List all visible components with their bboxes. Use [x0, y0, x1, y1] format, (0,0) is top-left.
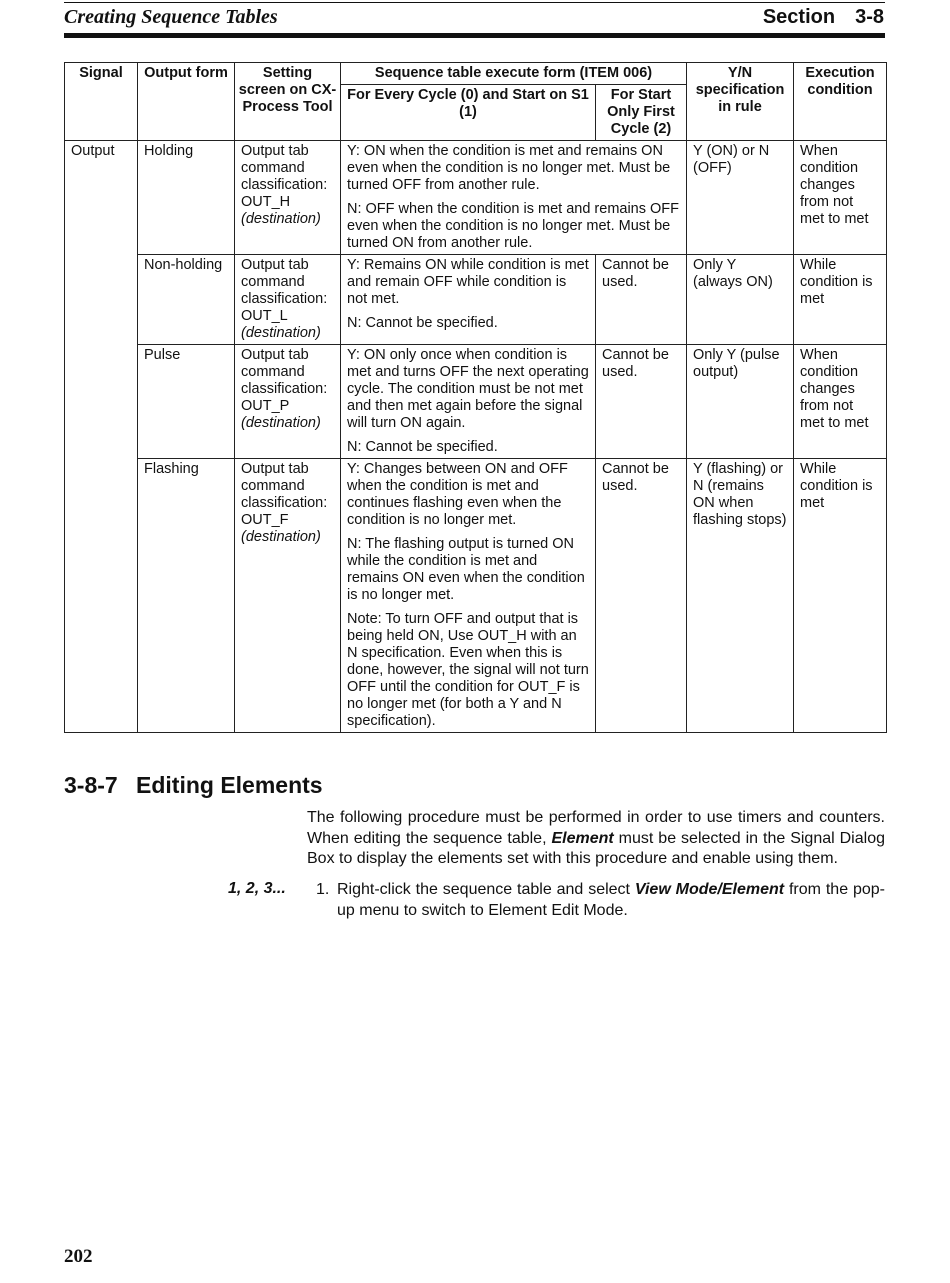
- header-yn-spec: Y/N specification in rule: [687, 63, 794, 141]
- subsection-heading: [64, 772, 323, 799]
- start-only-cell: Cannot be used.: [596, 345, 687, 459]
- header-top-rule: [64, 2, 885, 3]
- exec-condition-cell: When condition changes from not met to met: [794, 345, 887, 459]
- yn-cell: Only Y (always ON): [687, 255, 794, 345]
- exec-condition-cell: While condition is met: [794, 255, 887, 345]
- execute-form-cell: [341, 345, 596, 459]
- header-every-cycle: For Every Cycle (0) and Start on S1 (1): [341, 85, 596, 141]
- yn-cell: Y (ON) or N (OFF): [687, 141, 794, 255]
- table-row: [65, 255, 887, 345]
- header-exec-condition: Execution condition: [794, 63, 887, 141]
- desc-paragraph: N: The flashing output is turned ON while the condition is met and remains ON even when the condition is no longer met.: [347, 536, 585, 603]
- header-output-form: Output form: [138, 63, 235, 141]
- subsection-number: 3-8-7: [64, 772, 118, 798]
- step-text: [337, 880, 885, 921]
- execute-form-cell: [341, 459, 596, 733]
- intro-paragraph: [307, 808, 885, 870]
- output-form-cell: Pulse: [138, 345, 235, 459]
- section-heading: [763, 6, 884, 29]
- desc-note: Note: To turn OFF and output that is being held ON, Use OUT_H with an N specification. Even when this is done, however, the signal will not turn OFF until the condition for OUT_F is no longer met (for both a Y and N specification).: [347, 611, 589, 729]
- destination-text: (destination): [241, 211, 321, 227]
- table-row: [65, 345, 887, 459]
- setting-text: Output tab command classification: OUT_P: [241, 347, 328, 414]
- setting-text: Output tab command classification: OUT_F: [241, 461, 328, 528]
- setting-cell: [235, 345, 341, 459]
- desc-paragraph: N: Cannot be specified.: [347, 315, 498, 331]
- step-text-part: Right-click the sequence table and select: [337, 881, 635, 898]
- subsection-title: Editing Elements: [136, 772, 323, 798]
- output-form-cell: Holding: [138, 141, 235, 255]
- output-form-cell: Flashing: [138, 459, 235, 733]
- header-execute-form: Sequence table execute form (ITEM 006): [341, 63, 687, 85]
- exec-condition-cell: While condition is met: [794, 459, 887, 733]
- signal-cell: Output: [65, 141, 138, 733]
- setting-cell: [235, 141, 341, 255]
- desc-paragraph: Y: Remains ON while condition is met and remain OFF while condition is not met.: [347, 257, 589, 307]
- steps-label: 1, 2, 3...: [228, 880, 286, 897]
- setting-text: Output tab command classification: OUT_L: [241, 257, 328, 324]
- step-text-part: from the pop-up menu to switch to Element Edit Mode.: [337, 881, 886, 919]
- setting-text: Output tab command classification: OUT_H: [241, 143, 328, 210]
- destination-text: (destination): [241, 415, 321, 431]
- desc-paragraph: Y: Changes between ON and OFF when the condition is met and continues flashing even when the condition is no longer met.: [347, 461, 568, 528]
- section-number: 3-8: [855, 6, 884, 28]
- output-form-table: [64, 62, 887, 733]
- desc-paragraph: N: OFF when the condition is met and remains OFF even when the condition is no longer met. Must be turned ON from another rule.: [347, 201, 680, 251]
- view-mode-term: View Mode/Element: [634, 881, 785, 898]
- start-only-cell: Cannot be used.: [596, 459, 687, 733]
- setting-cell: [235, 255, 341, 345]
- header-bottom-rule: [64, 33, 885, 38]
- header-setting-screen: Setting screen on CX-Process Tool: [235, 63, 341, 141]
- page-number: 202: [64, 1246, 93, 1267]
- desc-paragraph: Y: ON when the condition is met and remains ON even when the condition is no longer met. Must be turned OFF from another rule.: [347, 143, 671, 193]
- execute-form-cell: [341, 255, 596, 345]
- desc-paragraph: N: Cannot be specified.: [347, 439, 498, 455]
- yn-cell: Only Y (pulse output): [687, 345, 794, 459]
- intro-text-cont: must be selected in the Signal Dialog Box to display the elements set with this procedure and enable using them.: [307, 829, 885, 867]
- header-signal: Signal: [65, 63, 138, 141]
- table-row: [65, 141, 887, 255]
- setting-cell: [235, 459, 341, 733]
- destination-text: (destination): [241, 529, 321, 545]
- table-row: [65, 459, 887, 733]
- section-label: Section: [762, 6, 836, 28]
- start-only-cell: Cannot be used.: [596, 255, 687, 345]
- intro-text: The following procedure must be performed in order to use timers and counters. When editing the sequence table,: [307, 809, 885, 847]
- element-term: Element: [551, 829, 614, 847]
- step-number: 1.: [316, 881, 330, 898]
- step-item: [316, 880, 885, 921]
- exec-condition-cell: When condition changes from not met to met: [794, 141, 887, 255]
- execute-form-cell: [341, 141, 687, 255]
- chapter-title: Creating Sequence Tables: [64, 6, 278, 28]
- header-start-only: For Start Only First Cycle (2): [596, 85, 687, 141]
- output-form-cell: Non-holding: [138, 255, 235, 345]
- desc-paragraph: Y: ON only once when condition is met and turns OFF the next operating cycle. The condition must be not met and then met again before the signal will turn ON again.: [347, 347, 589, 431]
- destination-text: (destination): [241, 325, 321, 341]
- yn-cell: Y (flashing) or N (remains ON when flashing stops): [687, 459, 794, 733]
